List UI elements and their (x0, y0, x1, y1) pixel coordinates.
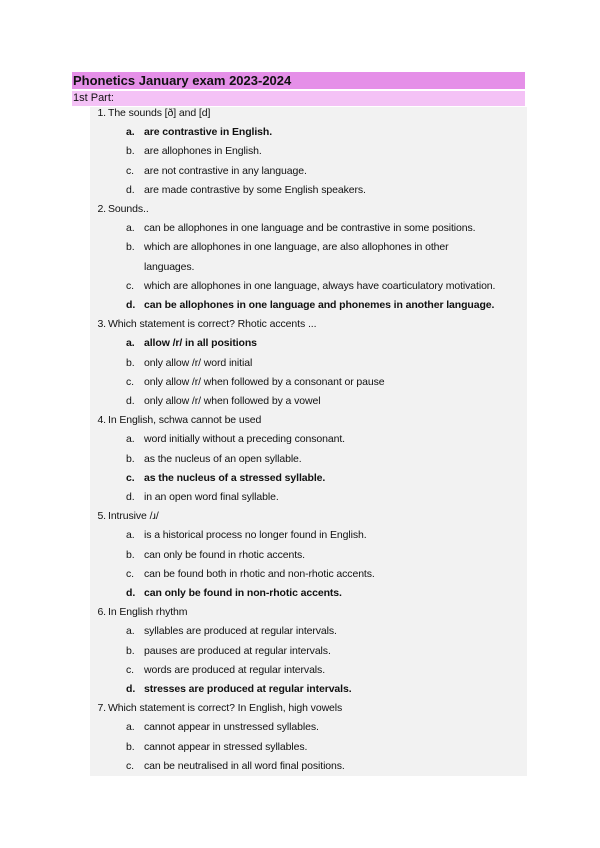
question-text: Which statement is correct? Rhotic accents ... (108, 318, 317, 331)
option-text: which are allophones in one language, are also allophones in other (144, 241, 449, 254)
option-letter: d. (126, 491, 135, 503)
option-letter: b. (126, 145, 135, 158)
question-number: 4. (97, 414, 106, 427)
question-number: 7. (97, 702, 106, 715)
option-text: only allow /r/ word initial (144, 356, 253, 369)
question-number: 5. (97, 510, 106, 523)
question-text: The sounds [ð] and [d] (108, 107, 211, 119)
option-text: are made contrastive by some English speakers. (144, 183, 366, 196)
option-letter: a. (126, 625, 135, 638)
option-text: can be allophones in one language and be contrastive in some positions. (144, 222, 476, 235)
option-text: cannot appear in unstressed syllables. (144, 721, 319, 734)
option-text: words are produced at regular intervals. (144, 663, 326, 676)
option-text: can be neutralised in all word final positions. (144, 759, 345, 772)
question-number: 3. (97, 318, 106, 331)
option-letter: d. (126, 587, 136, 599)
option-text: as the nucleus of a stressed syllable. (144, 471, 326, 484)
question-number: 1. (97, 107, 106, 119)
option-letter: a. (126, 433, 135, 446)
option-letter: a. (126, 721, 135, 734)
option-letter: b. (126, 644, 135, 657)
option-letter: d. (126, 683, 136, 695)
option-letter: a. (126, 126, 135, 139)
part-heading: 1st Part: (72, 91, 525, 106)
option-letter: c. (126, 759, 134, 772)
option-letter: a. (126, 222, 135, 235)
option-text: allow /r/ in all positions (144, 337, 257, 350)
option-text: in an open word final syllable. (144, 491, 279, 503)
option-letter: b. (126, 452, 135, 465)
question-text: In English, schwa cannot be used (108, 414, 262, 427)
question-number: 2. (97, 203, 106, 215)
option-text-continuation: languages. (144, 260, 195, 273)
option-letter: b. (126, 356, 135, 369)
option-letter: c. (126, 164, 134, 177)
question-text: In English rhythm (108, 606, 188, 619)
option-text: are not contrastive in any language. (144, 164, 307, 177)
option-letter: c. (126, 471, 135, 484)
option-letter: d. (126, 299, 136, 311)
option-text: can only be found in rhotic accents. (144, 548, 306, 561)
option-letter: b. (126, 740, 135, 753)
question-text: Intrusive /ɹ/ (108, 510, 159, 523)
option-text: as the nucleus of an open syllable. (144, 452, 302, 465)
option-text: pauses are produced at regular intervals. (144, 644, 331, 657)
option-text: are allophones in English. (144, 145, 262, 158)
option-text: only allow /r/ when followed by a vowel (144, 395, 321, 407)
option-letter: c. (126, 375, 134, 388)
option-letter: c. (126, 663, 134, 676)
option-text: can only be found in non-rhotic accents. (144, 587, 342, 599)
option-letter: d. (126, 183, 135, 196)
option-letter: a. (126, 337, 135, 350)
option-text: can be allophones in one language and phonemes in another language. (144, 299, 495, 311)
option-text: word initially without a preceding consonant. (144, 433, 345, 446)
question-text: Sounds.. (108, 203, 149, 215)
option-letter: b. (126, 241, 135, 254)
option-text: cannot appear in stressed syllables. (144, 740, 308, 753)
option-letter: b. (126, 548, 135, 561)
option-text: are contrastive in English. (144, 126, 273, 139)
exam-title: Phonetics January exam 2023-2024 (72, 72, 525, 89)
option-text: only allow /r/ when followed by a consonant or pause (144, 375, 385, 388)
option-text: is a historical process no longer found in English. (144, 529, 367, 542)
question-number: 6. (97, 606, 106, 619)
option-letter: d. (126, 395, 135, 407)
option-letter: a. (126, 529, 135, 542)
option-letter: c. (126, 567, 134, 580)
option-letter: c. (126, 279, 134, 292)
option-text: which are allophones in one language, always have coarticulatory motivation. (144, 279, 496, 292)
option-text: syllables are produced at regular intervals. (144, 625, 337, 638)
question-text: Which statement is correct? In English, high vowels (108, 702, 343, 715)
option-text: can be found both in rhotic and non-rhotic accents. (144, 567, 375, 580)
option-text: stresses are produced at regular intervals. (144, 683, 352, 695)
